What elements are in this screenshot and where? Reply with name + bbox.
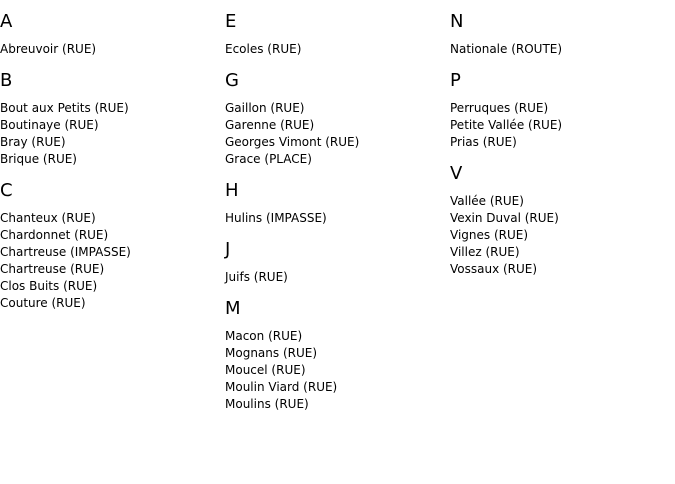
street-link[interactable]: Villez (RUE) bbox=[450, 245, 520, 259]
street-link[interactable]: Vallée (RUE) bbox=[450, 194, 524, 208]
street-item bbox=[225, 328, 445, 345]
street-item bbox=[450, 41, 670, 58]
street-link[interactable]: Prias (RUE) bbox=[450, 135, 517, 149]
street-list bbox=[450, 41, 670, 58]
street-link[interactable]: Petite Vallée (RUE) bbox=[450, 118, 563, 132]
street-item bbox=[0, 41, 220, 58]
street-item bbox=[225, 396, 445, 413]
street-list bbox=[225, 269, 445, 286]
index-column-3 bbox=[450, 0, 670, 290]
street-link[interactable]: Moucel (RUE) bbox=[225, 363, 306, 377]
street-item bbox=[225, 117, 445, 134]
street-item bbox=[0, 295, 220, 312]
street-list bbox=[0, 210, 220, 312]
letter-heading: B bbox=[0, 70, 13, 91]
street-list bbox=[225, 328, 445, 413]
letter-group-v bbox=[450, 163, 670, 278]
street-link[interactable]: Nationale (ROUTE) bbox=[450, 42, 563, 56]
street-link[interactable]: Bout aux Petits (RUE) bbox=[0, 101, 129, 115]
street-item bbox=[0, 227, 220, 244]
letter-heading: P bbox=[450, 70, 461, 91]
street-link[interactable]: Chardonnet (RUE) bbox=[0, 228, 109, 242]
letter-heading: A bbox=[0, 11, 13, 32]
street-item bbox=[225, 379, 445, 396]
street-item bbox=[0, 151, 220, 168]
street-item bbox=[450, 134, 670, 151]
street-list bbox=[225, 41, 445, 58]
street-item bbox=[450, 210, 670, 227]
street-list bbox=[0, 100, 220, 168]
street-item bbox=[0, 278, 220, 295]
letter-heading: N bbox=[450, 11, 464, 32]
street-link[interactable]: Chartreuse (IMPASSE) bbox=[0, 245, 131, 259]
street-link[interactable]: Couture (RUE) bbox=[0, 296, 86, 310]
street-link[interactable]: Juifs (RUE) bbox=[225, 270, 288, 284]
street-item bbox=[225, 134, 445, 151]
street-link[interactable]: Bray (RUE) bbox=[0, 135, 66, 149]
street-item bbox=[450, 117, 670, 134]
letter-group-n bbox=[450, 11, 670, 58]
street-item bbox=[0, 210, 220, 227]
street-link[interactable]: Georges Vimont (RUE) bbox=[225, 135, 360, 149]
street-link[interactable]: Mognans (RUE) bbox=[225, 346, 318, 360]
street-item bbox=[450, 244, 670, 261]
street-item bbox=[225, 269, 445, 286]
index-column-2 bbox=[225, 0, 445, 425]
letter-heading: C bbox=[0, 180, 13, 201]
letter-heading: E bbox=[225, 11, 237, 32]
street-item bbox=[0, 244, 220, 261]
street-link[interactable]: Vossaux (RUE) bbox=[450, 262, 538, 276]
street-link[interactable]: Gaillon (RUE) bbox=[225, 101, 305, 115]
street-list bbox=[0, 41, 220, 58]
street-item bbox=[450, 100, 670, 117]
street-item bbox=[450, 193, 670, 210]
street-list bbox=[225, 210, 445, 227]
street-link[interactable]: Chanteux (RUE) bbox=[0, 211, 96, 225]
letter-heading: G bbox=[225, 70, 239, 91]
letter-group-j bbox=[225, 239, 445, 286]
street-link[interactable]: Vexin Duval (RUE) bbox=[450, 211, 559, 225]
street-item bbox=[225, 100, 445, 117]
street-item bbox=[0, 100, 220, 117]
letter-heading: V bbox=[450, 163, 463, 184]
street-link[interactable]: Moulins (RUE) bbox=[225, 397, 309, 411]
street-link[interactable]: Vignes (RUE) bbox=[450, 228, 529, 242]
letter-group-m bbox=[225, 298, 445, 413]
street-item bbox=[225, 151, 445, 168]
letter-group-a bbox=[0, 11, 220, 58]
street-item bbox=[225, 345, 445, 362]
street-item bbox=[450, 261, 670, 278]
street-link[interactable]: Brique (RUE) bbox=[0, 152, 77, 166]
street-link[interactable]: Chartreuse (RUE) bbox=[0, 262, 105, 276]
letter-group-e bbox=[225, 11, 445, 58]
street-item bbox=[0, 261, 220, 278]
street-list bbox=[450, 100, 670, 151]
street-link[interactable]: Perruques (RUE) bbox=[450, 101, 549, 115]
street-list bbox=[225, 100, 445, 168]
street-item bbox=[0, 134, 220, 151]
letter-heading: J bbox=[225, 239, 231, 260]
street-item bbox=[225, 41, 445, 58]
street-item bbox=[450, 227, 670, 244]
letter-group-b bbox=[0, 70, 220, 168]
index-column-1 bbox=[0, 0, 220, 324]
street-link[interactable]: Boutinaye (RUE) bbox=[0, 118, 99, 132]
letter-group-c bbox=[0, 180, 220, 312]
street-item bbox=[225, 210, 445, 227]
letter-heading: H bbox=[225, 180, 239, 201]
letter-heading: M bbox=[225, 298, 241, 319]
street-link[interactable]: Moulin Viard (RUE) bbox=[225, 380, 338, 394]
street-link[interactable]: Grace (PLACE) bbox=[225, 152, 312, 166]
street-item bbox=[0, 117, 220, 134]
street-list bbox=[450, 193, 670, 278]
street-link[interactable]: Hulins (IMPASSE) bbox=[225, 211, 327, 225]
letter-group-p bbox=[450, 70, 670, 151]
letter-group-g bbox=[225, 70, 445, 168]
street-link[interactable]: Ecoles (RUE) bbox=[225, 42, 302, 56]
letter-group-h bbox=[225, 180, 445, 227]
street-link[interactable]: Abreuvoir (RUE) bbox=[0, 42, 97, 56]
street-item bbox=[225, 362, 445, 379]
street-link[interactable]: Macon (RUE) bbox=[225, 329, 303, 343]
street-link[interactable]: Garenne (RUE) bbox=[225, 118, 315, 132]
street-link[interactable]: Clos Buits (RUE) bbox=[0, 279, 98, 293]
